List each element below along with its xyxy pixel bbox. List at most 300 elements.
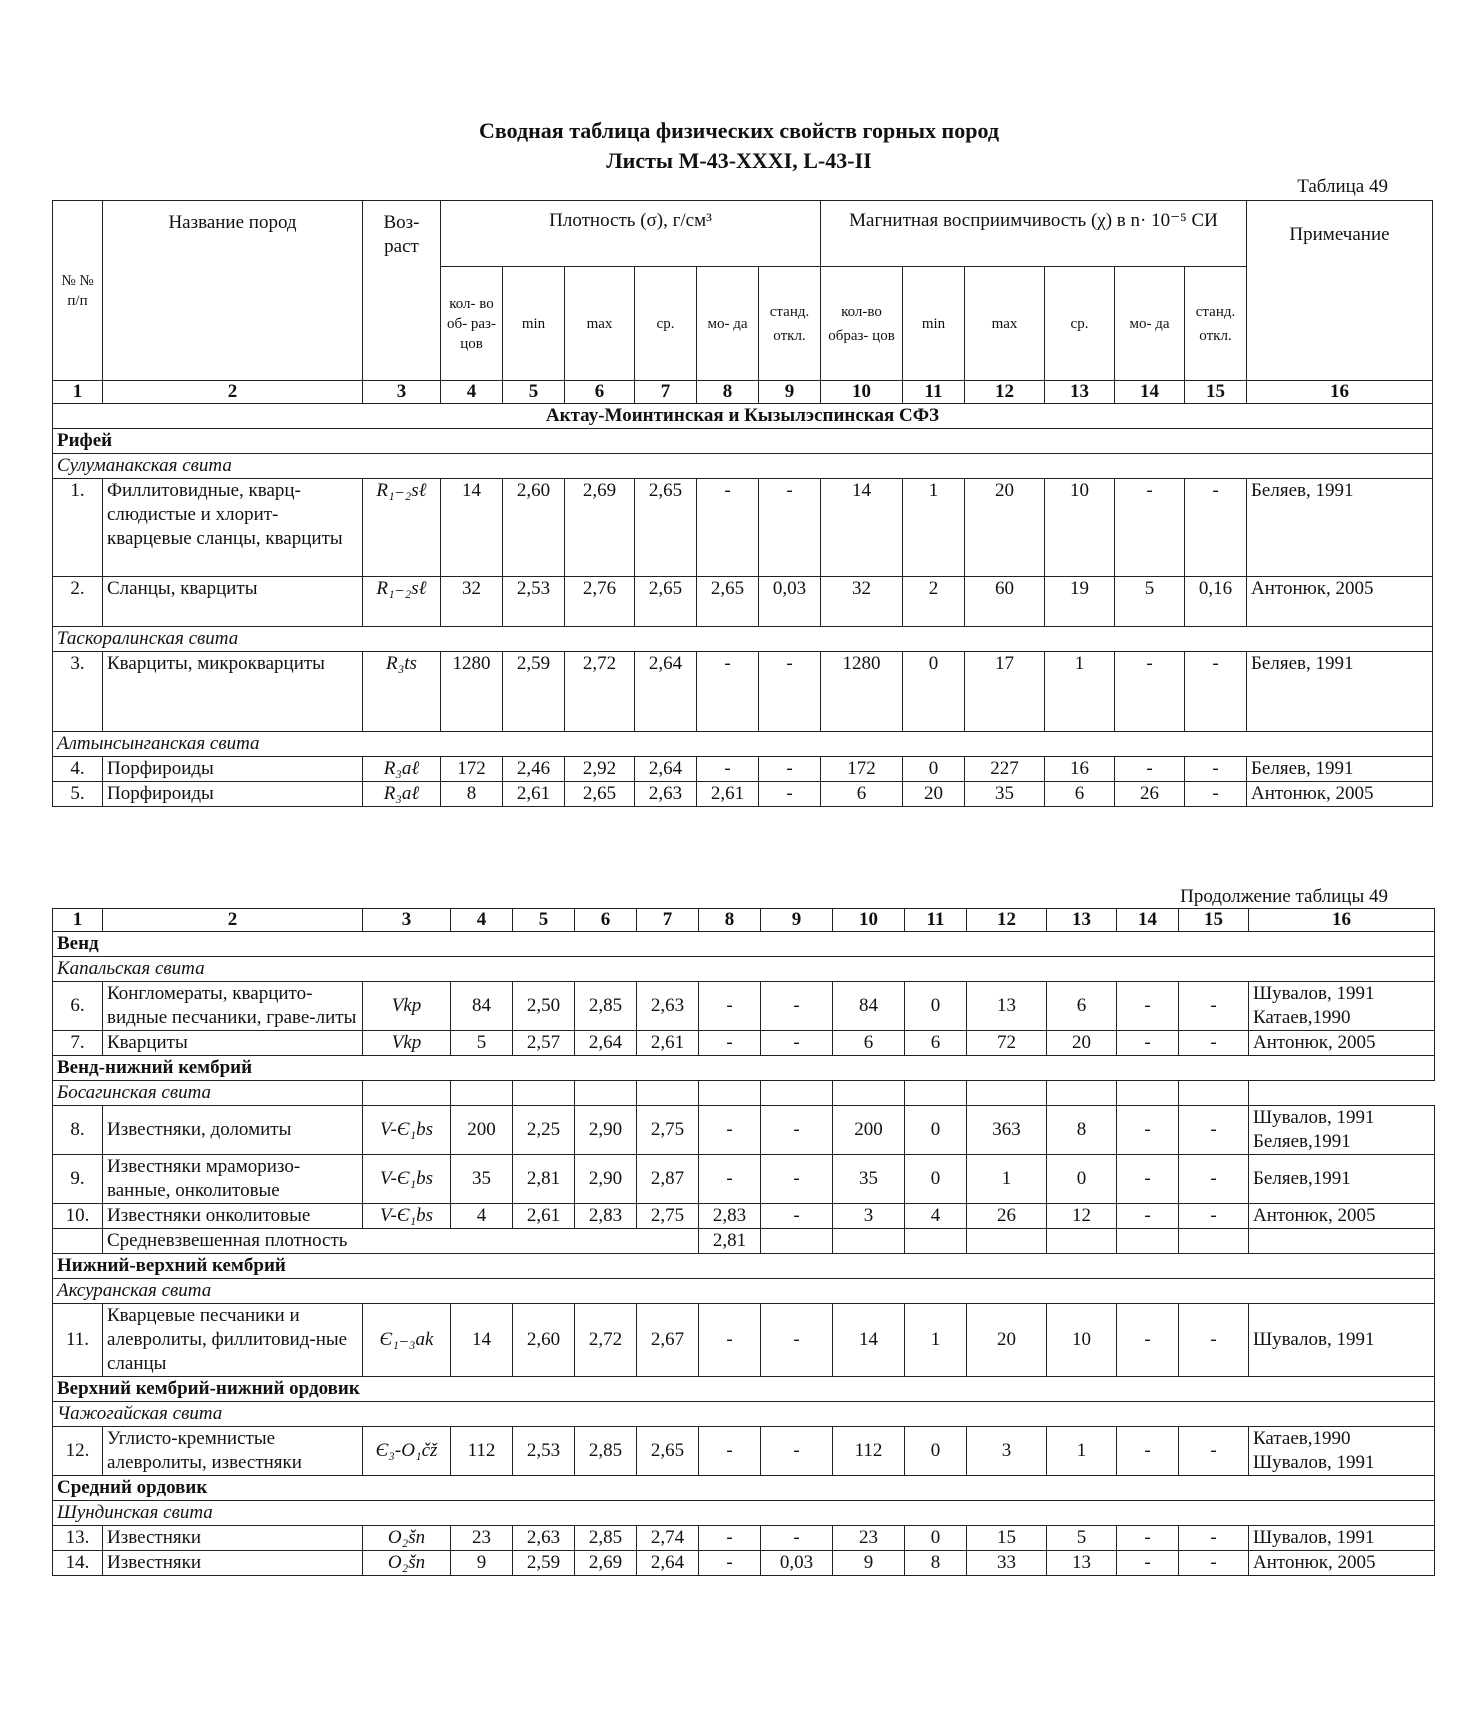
note-source: Катаев,1990 Шувалов, 1991 — [1249, 1427, 1435, 1476]
magnetic-count: 14 — [821, 479, 903, 577]
density-std: - — [761, 1031, 833, 1056]
magnetic-count: 23 — [833, 1526, 905, 1551]
density-count: 32 — [441, 577, 503, 627]
density-count: 8 — [441, 782, 503, 807]
col-number: 7 — [637, 909, 699, 932]
magnetic-avg: 1 — [1047, 1427, 1117, 1476]
density-max: 2,85 — [575, 1427, 637, 1476]
magnetic-max: 20 — [967, 1304, 1047, 1377]
density-avg: 2,64 — [637, 1551, 699, 1576]
density-count: 84 — [451, 982, 513, 1031]
magnetic-mode: 5 — [1115, 577, 1185, 627]
density-std: - — [761, 1155, 833, 1204]
density-min: 2,53 — [503, 577, 565, 627]
suite-heading: Чажогайская свита — [53, 1402, 1435, 1427]
magnetic-min: 0 — [903, 757, 965, 782]
magnetic-min: 0 — [905, 1427, 967, 1476]
note-source: Антонюк, 2005 — [1247, 577, 1433, 627]
density-min: 2,81 — [513, 1155, 575, 1204]
header-magnetic-std: станд. откл. — [1185, 267, 1247, 381]
magnetic-mode: - — [1117, 1031, 1179, 1056]
density-count: 14 — [451, 1304, 513, 1377]
density-count: 172 — [441, 757, 503, 782]
row-number: 9. — [53, 1155, 103, 1204]
header-density-count: кол- во об- раз- цов — [441, 267, 503, 381]
density-max: 2,92 — [565, 757, 635, 782]
col-number: 1 — [53, 909, 103, 932]
rock-name: Кварциты, микрокварциты — [103, 652, 363, 732]
magnetic-max: 13 — [967, 982, 1047, 1031]
col-number: 4 — [441, 381, 503, 404]
magnetic-avg: 6 — [1047, 982, 1117, 1031]
table-row — [53, 479, 1433, 577]
density-min: 2,59 — [513, 1551, 575, 1576]
magnetic-avg: 13 — [1047, 1551, 1117, 1576]
age-index: R₃ts — [363, 652, 441, 732]
magnetic-count: 35 — [833, 1155, 905, 1204]
table-row — [53, 577, 1433, 627]
density-avg: 2,74 — [637, 1526, 699, 1551]
density-max: 2,69 — [565, 479, 635, 577]
row-number: 3. — [53, 652, 103, 732]
age-index: V-Є₁bs — [363, 1155, 451, 1204]
magnetic-avg: 16 — [1045, 757, 1115, 782]
magnetic-count: 6 — [833, 1031, 905, 1056]
magnetic-max: 35 — [965, 782, 1045, 807]
header-magnetic-mode: мо- да — [1115, 267, 1185, 381]
note-source: Шувалов, 1991 Беляев,1991 — [1249, 1106, 1435, 1155]
density-std: 0,03 — [761, 1551, 833, 1576]
col-number: 10 — [821, 381, 903, 404]
density-mode: 2,83 — [699, 1204, 761, 1229]
magnetic-avg: 10 — [1045, 479, 1115, 577]
density-mode: - — [699, 1526, 761, 1551]
table-title: Сводная таблица физических свойств горных пород — [479, 118, 999, 143]
magnetic-min: 2 — [903, 577, 965, 627]
magnetic-max: 3 — [967, 1427, 1047, 1476]
magnetic-count: 6 — [821, 782, 903, 807]
magnetic-std: - — [1179, 1427, 1249, 1476]
rock-name: Известняки — [103, 1526, 363, 1551]
age-index: R₃aℓ — [363, 757, 441, 782]
weighted-density-value: 2,81 — [699, 1229, 761, 1254]
magnetic-mode: - — [1117, 1526, 1179, 1551]
magnetic-count: 3 — [833, 1204, 905, 1229]
header-magnetic-min: min — [903, 267, 965, 381]
magnetic-count: 9 — [833, 1551, 905, 1576]
col-number: 13 — [1045, 381, 1115, 404]
magnetic-std: - — [1179, 1526, 1249, 1551]
magnetic-avg: 1 — [1045, 652, 1115, 732]
col-number: 12 — [965, 381, 1045, 404]
weighted-density-row — [53, 1229, 1435, 1254]
note-source: Антонюк, 2005 — [1249, 1551, 1435, 1576]
density-max: 2,85 — [575, 1526, 637, 1551]
density-max: 2,90 — [575, 1155, 637, 1204]
density-count: 5 — [451, 1031, 513, 1056]
col-number: 1 — [53, 381, 103, 404]
suite-heading: Шундинская свита — [53, 1501, 1435, 1526]
magnetic-avg: 20 — [1047, 1031, 1117, 1056]
magnetic-mode: - — [1117, 1204, 1179, 1229]
magnetic-avg: 12 — [1047, 1204, 1117, 1229]
magnetic-mode: - — [1115, 757, 1185, 782]
density-avg: 2,67 — [637, 1304, 699, 1377]
magnetic-max: 72 — [967, 1031, 1047, 1056]
magnetic-mode: 26 — [1115, 782, 1185, 807]
table-row — [53, 1155, 1435, 1204]
note-source: Шувалов, 1991 Катаев,1990 — [1249, 982, 1435, 1031]
density-mode: - — [699, 1155, 761, 1204]
sheet-subtitle: Листы M-43-XXXI, L-43-II — [606, 148, 872, 173]
col-number: 4 — [451, 909, 513, 932]
note-source: Антонюк, 2005 — [1247, 782, 1433, 807]
density-min: 2,25 — [513, 1106, 575, 1155]
density-std: - — [759, 757, 821, 782]
magnetic-mode: - — [1115, 652, 1185, 732]
row-number: 10. — [53, 1204, 103, 1229]
table-row — [53, 782, 1433, 807]
magnetic-std: - — [1179, 1106, 1249, 1155]
magnetic-std: - — [1179, 982, 1249, 1031]
row-number: 11. — [53, 1304, 103, 1377]
zone-heading: Актау-Моинтинская и Кызылэспинская СФЗ — [53, 404, 1433, 429]
rock-name: Углисто-кремнистые алевролиты, известняки — [103, 1427, 363, 1476]
density-min: 2,50 — [513, 982, 575, 1031]
rock-name: Конгломераты, кварцито-видные песчаники, граве-литы — [103, 982, 363, 1031]
rock-name: Сланцы, кварциты — [103, 577, 363, 627]
density-avg: 2,65 — [635, 479, 697, 577]
density-avg: 2,87 — [637, 1155, 699, 1204]
col-number: 11 — [905, 909, 967, 932]
magnetic-avg: 0 — [1047, 1155, 1117, 1204]
density-min: 2,53 — [513, 1427, 575, 1476]
magnetic-max: 33 — [967, 1551, 1047, 1576]
magnetic-std: - — [1179, 1304, 1249, 1377]
rock-name: Известняки онколитовые — [103, 1204, 363, 1229]
header-density: Плотность (σ), г/см³ — [441, 201, 821, 267]
magnetic-min: 6 — [905, 1031, 967, 1056]
magnetic-std: - — [1185, 652, 1247, 732]
col-number: 15 — [1185, 381, 1247, 404]
age-index: Vkp — [363, 1031, 451, 1056]
magnetic-count: 32 — [821, 577, 903, 627]
col-number: 12 — [967, 909, 1047, 932]
row-number: 5. — [53, 782, 103, 807]
header-note: Примечание — [1247, 201, 1433, 381]
era-heading: Средний ордовик — [53, 1476, 1435, 1501]
row-number: 8. — [53, 1106, 103, 1155]
magnetic-avg: 5 — [1047, 1526, 1117, 1551]
density-min: 2,63 — [513, 1526, 575, 1551]
magnetic-std: - — [1179, 1155, 1249, 1204]
magnetic-count: 84 — [833, 982, 905, 1031]
magnetic-max: 20 — [965, 479, 1045, 577]
col-number: 3 — [363, 909, 451, 932]
magnetic-max: 227 — [965, 757, 1045, 782]
magnetic-std: - — [1185, 782, 1247, 807]
age-index: R₁₋₂sℓ — [363, 577, 441, 627]
row-number: 12. — [53, 1427, 103, 1476]
density-count: 200 — [451, 1106, 513, 1155]
table-row — [53, 1031, 1435, 1056]
magnetic-mode: - — [1117, 1155, 1179, 1204]
rock-name: Филлитовидные, кварц-слюдистые и хлорит-кварцевые сланцы, кварциты — [103, 479, 363, 577]
header-magnetic-avg: ср. — [1045, 267, 1115, 381]
age-index: Є₁₋₃ak — [363, 1304, 451, 1377]
rock-name: Известняки — [103, 1551, 363, 1576]
magnetic-min: 8 — [905, 1551, 967, 1576]
era-heading: Венд — [53, 932, 1435, 957]
density-max: 2,69 — [575, 1551, 637, 1576]
age-index: R₃aℓ — [363, 782, 441, 807]
magnetic-max: 26 — [967, 1204, 1047, 1229]
row-number: 2. — [53, 577, 103, 627]
density-avg: 2,61 — [637, 1031, 699, 1056]
density-avg: 2,65 — [635, 577, 697, 627]
magnetic-mode: - — [1117, 1304, 1179, 1377]
magnetic-min: 0 — [905, 1106, 967, 1155]
density-mode: - — [697, 757, 759, 782]
magnetic-min: 0 — [905, 982, 967, 1031]
density-max: 2,65 — [565, 782, 635, 807]
density-mode: - — [699, 1304, 761, 1377]
magnetic-std: - — [1179, 1031, 1249, 1056]
col-number: 2 — [103, 381, 363, 404]
note-source: Шувалов, 1991 — [1249, 1526, 1435, 1551]
col-number: 6 — [565, 381, 635, 404]
row-number: 14. — [53, 1551, 103, 1576]
suite-heading: Алтынсынганская свита — [53, 732, 1433, 757]
density-avg: 2,63 — [635, 782, 697, 807]
table-row — [53, 1106, 1435, 1155]
table-number-label: Таблица 49 — [1297, 176, 1388, 197]
col-number: 6 — [575, 909, 637, 932]
rock-name: Известняки мраморизо-ванные, онколитовые — [103, 1155, 363, 1204]
density-max: 2,90 — [575, 1106, 637, 1155]
col-number: 13 — [1047, 909, 1117, 932]
magnetic-avg: 8 — [1047, 1106, 1117, 1155]
row-number: 1. — [53, 479, 103, 577]
magnetic-mode: - — [1117, 1106, 1179, 1155]
note-source: Шувалов, 1991 — [1249, 1304, 1435, 1377]
density-max: 2,72 — [565, 652, 635, 732]
density-std: - — [759, 652, 821, 732]
era-heading: Рифей — [53, 429, 1433, 454]
suite-heading-row — [53, 1081, 1435, 1106]
suite-heading: Сулуманакская свита — [53, 454, 1433, 479]
magnetic-count: 1280 — [821, 652, 903, 732]
magnetic-max: 17 — [965, 652, 1045, 732]
magnetic-mode: - — [1117, 1551, 1179, 1576]
density-mode: - — [699, 1551, 761, 1576]
table-row — [53, 1304, 1435, 1377]
magnetic-min: 1 — [905, 1304, 967, 1377]
magnetic-min: 0 — [903, 652, 965, 732]
magnetic-mode: - — [1117, 982, 1179, 1031]
density-std: - — [759, 782, 821, 807]
density-max: 2,85 — [575, 982, 637, 1031]
density-min: 2,60 — [503, 479, 565, 577]
density-avg: 2,75 — [637, 1204, 699, 1229]
table-row — [53, 652, 1433, 732]
density-avg: 2,64 — [635, 757, 697, 782]
rock-name: Кварциты — [103, 1031, 363, 1056]
header-density-std: станд. откл. — [759, 267, 821, 381]
col-number: 5 — [513, 909, 575, 932]
note-source: Беляев, 1991 — [1247, 757, 1433, 782]
density-count: 112 — [451, 1427, 513, 1476]
table-row — [53, 982, 1435, 1031]
header-density-max: max — [565, 267, 635, 381]
density-mode: 2,61 — [697, 782, 759, 807]
era-heading: Нижний-верхний кембрий — [53, 1254, 1435, 1279]
density-std: - — [761, 1526, 833, 1551]
density-mode: - — [699, 1106, 761, 1155]
era-heading: Венд-нижний кембрий — [53, 1056, 1435, 1081]
note-source: Беляев, 1991 — [1247, 652, 1433, 732]
col-number: 3 — [363, 381, 441, 404]
magnetic-min: 1 — [903, 479, 965, 577]
age-index: Є₃-O₁čž — [363, 1427, 451, 1476]
density-min: 2,46 — [503, 757, 565, 782]
magnetic-max: 15 — [967, 1526, 1047, 1551]
rock-name: Известняки, доломиты — [103, 1106, 363, 1155]
col-number: 14 — [1117, 909, 1179, 932]
properties-table-part2 — [52, 908, 1435, 1576]
col-number: 8 — [697, 381, 759, 404]
magnetic-max: 60 — [965, 577, 1045, 627]
column-number-row — [53, 909, 1435, 932]
col-number: 10 — [833, 909, 905, 932]
density-avg: 2,64 — [635, 652, 697, 732]
suite-heading: Таскоралинская свита — [53, 627, 1433, 652]
col-number: 15 — [1179, 909, 1249, 932]
magnetic-count: 200 — [833, 1106, 905, 1155]
magnetic-count: 112 — [833, 1427, 905, 1476]
magnetic-std: - — [1185, 757, 1247, 782]
note-source: Беляев, 1991 — [1247, 479, 1433, 577]
density-count: 1280 — [441, 652, 503, 732]
header-density-avg: ср. — [635, 267, 697, 381]
density-mode: 2,65 — [697, 577, 759, 627]
continuation-label: Продолжение таблицы 49 — [1180, 886, 1388, 907]
header-density-min: min — [503, 267, 565, 381]
table-row — [53, 1427, 1435, 1476]
magnetic-avg: 10 — [1047, 1304, 1117, 1377]
age-index: V-Є₁bs — [363, 1204, 451, 1229]
table-row — [53, 1526, 1435, 1551]
magnetic-mode: - — [1117, 1427, 1179, 1476]
density-count: 35 — [451, 1155, 513, 1204]
density-count: 23 — [451, 1526, 513, 1551]
age-index: O₂šn — [363, 1551, 451, 1576]
note-source: Беляев,1991 — [1249, 1155, 1435, 1204]
magnetic-std: - — [1179, 1204, 1249, 1229]
density-avg: 2,63 — [637, 982, 699, 1031]
magnetic-avg: 19 — [1045, 577, 1115, 627]
density-count: 9 — [451, 1551, 513, 1576]
header-magnetic-count: кол-во образ- цов — [821, 267, 903, 381]
density-avg: 2,75 — [637, 1106, 699, 1155]
magnetic-count: 172 — [821, 757, 903, 782]
column-number-row — [53, 381, 1433, 404]
header-magnetic-max: max — [965, 267, 1045, 381]
density-min: 2,61 — [503, 782, 565, 807]
header-num: № № п/п — [53, 201, 103, 381]
row-number: 7. — [53, 1031, 103, 1056]
rock-name: Порфироиды — [103, 782, 363, 807]
density-max: 2,64 — [575, 1031, 637, 1056]
magnetic-mode: - — [1115, 479, 1185, 577]
rock-name: Кварцевые песчаники и алевролиты, филлитовид-ные сланцы — [103, 1304, 363, 1377]
density-max: 2,72 — [575, 1304, 637, 1377]
col-number: 16 — [1249, 909, 1435, 932]
density-mode: - — [697, 652, 759, 732]
density-max: 2,83 — [575, 1204, 637, 1229]
density-std: - — [761, 1427, 833, 1476]
density-mode: - — [699, 982, 761, 1031]
table-row — [53, 1204, 1435, 1229]
magnetic-std: - — [1185, 479, 1247, 577]
magnetic-max: 363 — [967, 1106, 1047, 1155]
header-magnetic: Магнитная восприимчивость (χ) в n· 10⁻⁵ СИ — [821, 201, 1247, 267]
density-min: 2,59 — [503, 652, 565, 732]
density-std: - — [761, 1204, 833, 1229]
density-avg: 2,65 — [637, 1427, 699, 1476]
density-std: - — [761, 1106, 833, 1155]
rock-name: Порфироиды — [103, 757, 363, 782]
col-number: 11 — [903, 381, 965, 404]
age-index: V-Є₁bs — [363, 1106, 451, 1155]
header-age: Воз- раст — [363, 201, 441, 381]
density-mode: - — [699, 1031, 761, 1056]
suite-heading: Босагинская свита — [53, 1081, 363, 1106]
row-number: 13. — [53, 1526, 103, 1551]
density-min: 2,61 — [513, 1204, 575, 1229]
magnetic-std: 0,16 — [1185, 577, 1247, 627]
col-number: 5 — [503, 381, 565, 404]
magnetic-max: 1 — [967, 1155, 1047, 1204]
magnetic-count: 14 — [833, 1304, 905, 1377]
magnetic-min: 4 — [905, 1204, 967, 1229]
table-row — [53, 757, 1433, 782]
note-source: Антонюк, 2005 — [1249, 1204, 1435, 1229]
magnetic-min: 20 — [903, 782, 965, 807]
density-min: 2,57 — [513, 1031, 575, 1056]
density-max: 2,76 — [565, 577, 635, 627]
density-std: - — [761, 1304, 833, 1377]
properties-table-part1 — [52, 200, 1433, 807]
magnetic-avg: 6 — [1045, 782, 1115, 807]
weighted-density-label: Средневзвешенная плотность — [103, 1229, 699, 1254]
density-std: 0,03 — [759, 577, 821, 627]
era-heading: Верхний кембрий-нижний ордовик — [53, 1377, 1435, 1402]
age-index: O₂šn — [363, 1526, 451, 1551]
magnetic-min: 0 — [905, 1155, 967, 1204]
density-count: 4 — [451, 1204, 513, 1229]
density-mode: - — [697, 479, 759, 577]
density-count: 14 — [441, 479, 503, 577]
table-row — [53, 1551, 1435, 1576]
density-std: - — [759, 479, 821, 577]
col-number: 9 — [761, 909, 833, 932]
age-index: R₁₋₂sℓ — [363, 479, 441, 577]
suite-heading: Аксуранская свита — [53, 1279, 1435, 1304]
density-std: - — [761, 982, 833, 1031]
row-number: 6. — [53, 982, 103, 1031]
col-number: 8 — [699, 909, 761, 932]
